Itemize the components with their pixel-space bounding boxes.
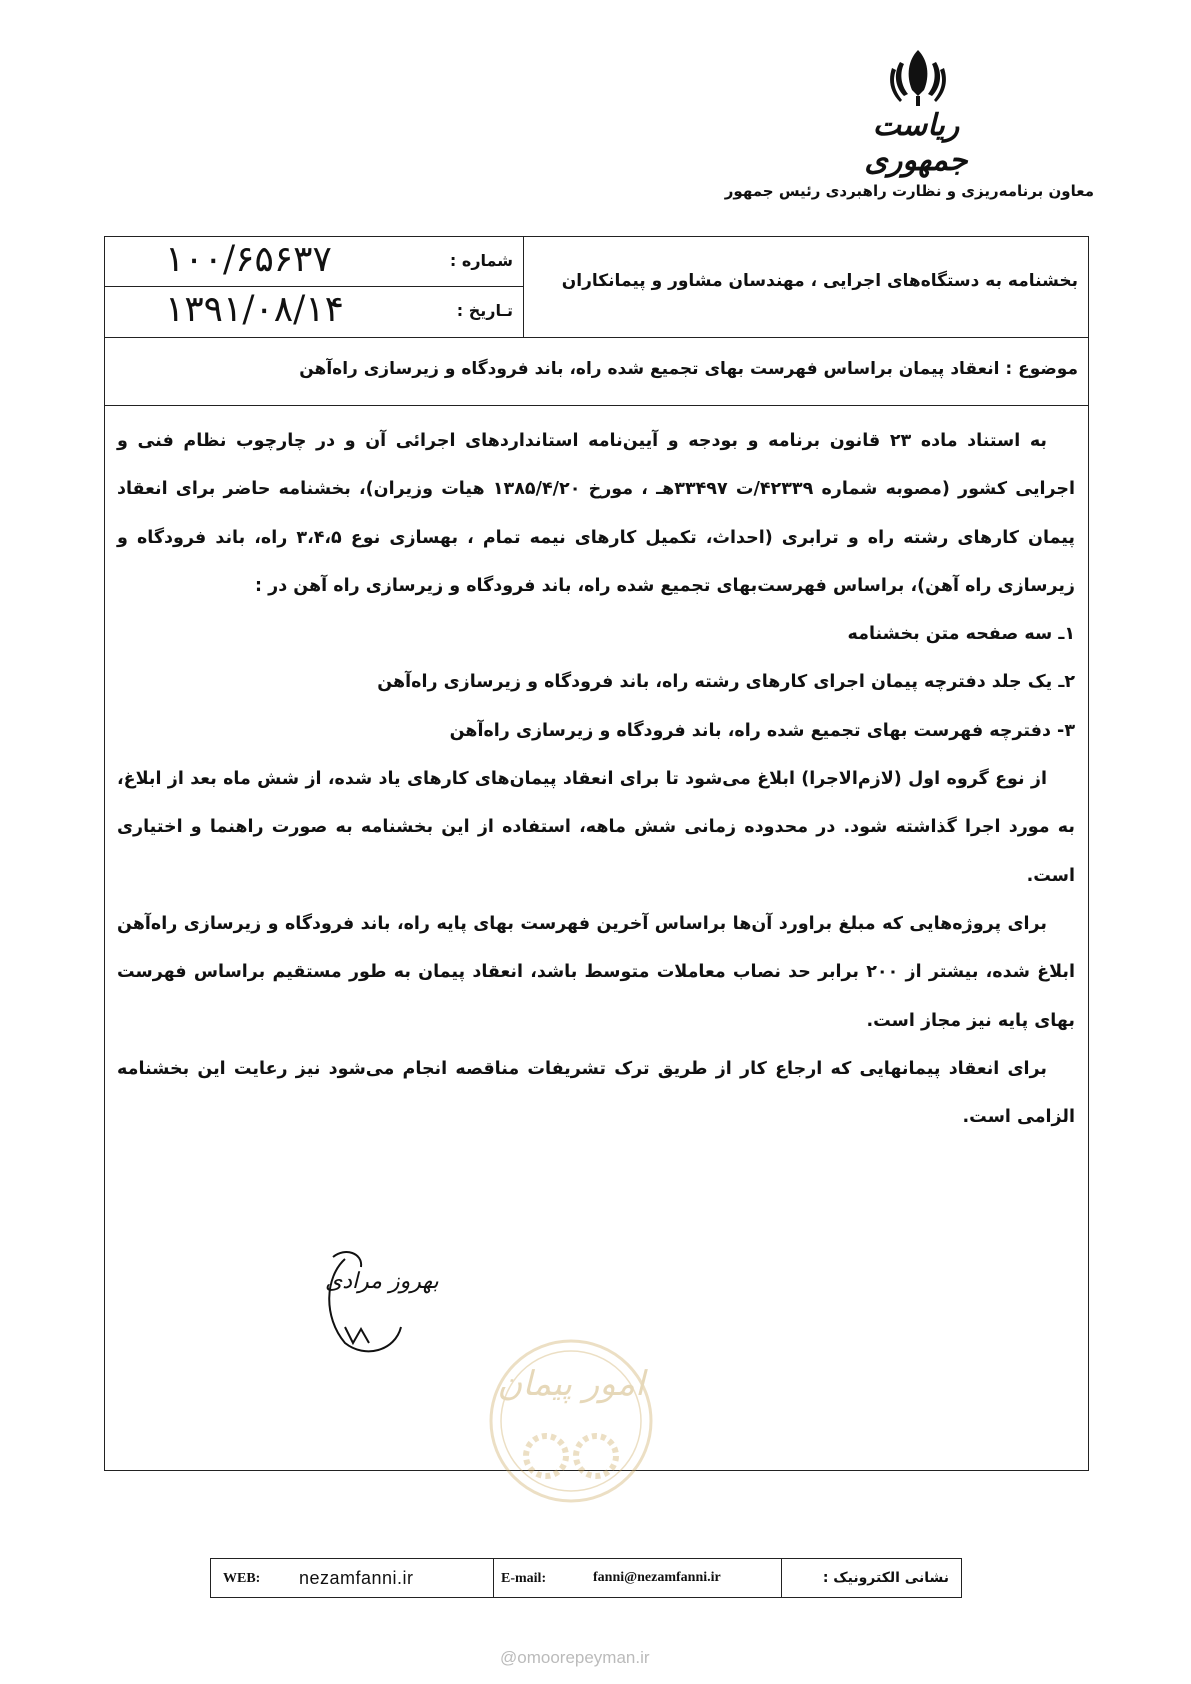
- reference-box: [105, 237, 524, 337]
- date-value: ۱۳۹۱/۰۸/۱۴: [165, 289, 344, 330]
- list-item-1: ۱ـ سه صفحه متن بخشنامه: [847, 624, 1075, 645]
- deputy-title: معاون برنامه‌ریزی و نظارت راهبردی رئیس جمهور: [724, 182, 1094, 200]
- signature-scribble-icon: [305, 1247, 455, 1367]
- date-label: تـاریخ :: [456, 301, 513, 320]
- letter-frame: [104, 236, 1089, 1471]
- email-link[interactable]: fanni@nezamfanni.ir: [593, 1570, 721, 1585]
- contact-label: نشانی الکترونیک :: [822, 1570, 949, 1586]
- number-label: شماره :: [449, 251, 513, 270]
- date-row: [105, 287, 523, 336]
- letter-body: [117, 417, 1075, 1141]
- web-link[interactable]: nezamfanni.ir: [299, 1568, 414, 1588]
- signatory-name: بهروز مرادی: [325, 1269, 439, 1294]
- presidency-logotype: ریاست جمهوری: [864, 108, 968, 178]
- list-item-2: ۲ـ یک جلد دفترچه پیمان اجرای کارهای رشته راه، باند فرودگاه و زیرسازی راه‌آهن: [377, 672, 1075, 693]
- number-row: [105, 237, 523, 287]
- letter-header: [105, 237, 1088, 338]
- number-value: ۱۰۰/۶۵۶۳۷: [165, 239, 332, 280]
- brand-watermark: @omoorepeyman.ir: [500, 1648, 650, 1667]
- web-label: WEB:: [223, 1571, 261, 1586]
- footer-web-cell: [211, 1559, 494, 1597]
- body-paragraph-4: برای انعقاد پیمانهایی که ارجاع کار از طریق ترک تشریفات مناقصه انجام می‌شود نیز رعایت این بخشنامه الزامی است.: [117, 1058, 1075, 1128]
- subject-text: موضوع : انعقاد پیمان براساس فهرست بهای تجمیع شده راه، باند فرودگاه و زیرسازی راه‌آهن: [299, 359, 1078, 379]
- footer-email-cell: [493, 1559, 782, 1597]
- list-item-3: ۳- دفترچه فهرست بهای تجمیع شده راه، باند فرودگاه و زیرسازی راه‌آهن: [449, 720, 1075, 741]
- watermark-text: امور پیمان: [497, 1364, 645, 1404]
- subject-row: [105, 337, 1088, 406]
- signature: [305, 1247, 455, 1367]
- email-label: E-mail:: [501, 1571, 547, 1586]
- watermark-seal: [486, 1336, 656, 1506]
- body-paragraph-2: از نوع گروه اول (لازم‌الاجرا) ابلاغ می‌شود تا برای انعقاد پیمان‌های کارهای یاد شده، از شش ماه بعد از ابلاغ، به مورد اجرا گذاشته شود. در محدوده زمانی شش ماهه، استفاده از این بخشنامه به صورت راهنما و اختیاری است.: [117, 769, 1075, 886]
- footer-label-cell: [781, 1559, 961, 1597]
- footer-contact: [210, 1558, 962, 1598]
- body-paragraph-1: به استناد ماده ۲۳ قانون برنامه و بودجه و آیین‌نامه استانداردهای اجرائی آن و در چارچوب نظام فنی و اجرایی کشور (مصوبه شماره ۴۲۳۳۹/ت ۳۳۴۹۷هـ ، مورخ ۱۳۸۵/۴/۲۰ هیات وزیران)، بخشنامه حاضر برای انعقاد پیمان کارهای رشته راه و ترابری (احداث، تکمیل کارهای نیمه تمام ، بهسازی نوع ۳،۴،۵ راه، باند فرودگاه و زیرسازی راه آهن)، براساس فهرست‌بهای تجمیع شده راه، باند فرودگاه و زیرسازی راه آهن در :: [117, 431, 1076, 596]
- body-paragraph-3: برای پروژه‌هایی که مبلغ براورد آن‌ها براساس آخرین فهرست بهای پایه راه، باند فرودگاه و زیرسازی راه‌آهن ابلاغ شده، بیشتر از ۲۰۰ برابر حد نصاب معاملات متوسط باشد، انعقاد پیمان به طور مستقیم براساس فهرست بهای پایه نیز مجاز است.: [117, 913, 1075, 1031]
- recipient-line: بخشنامه به دستگاه‌های اجرایی ، مهندسان مشاور و پیمانکاران: [561, 271, 1078, 291]
